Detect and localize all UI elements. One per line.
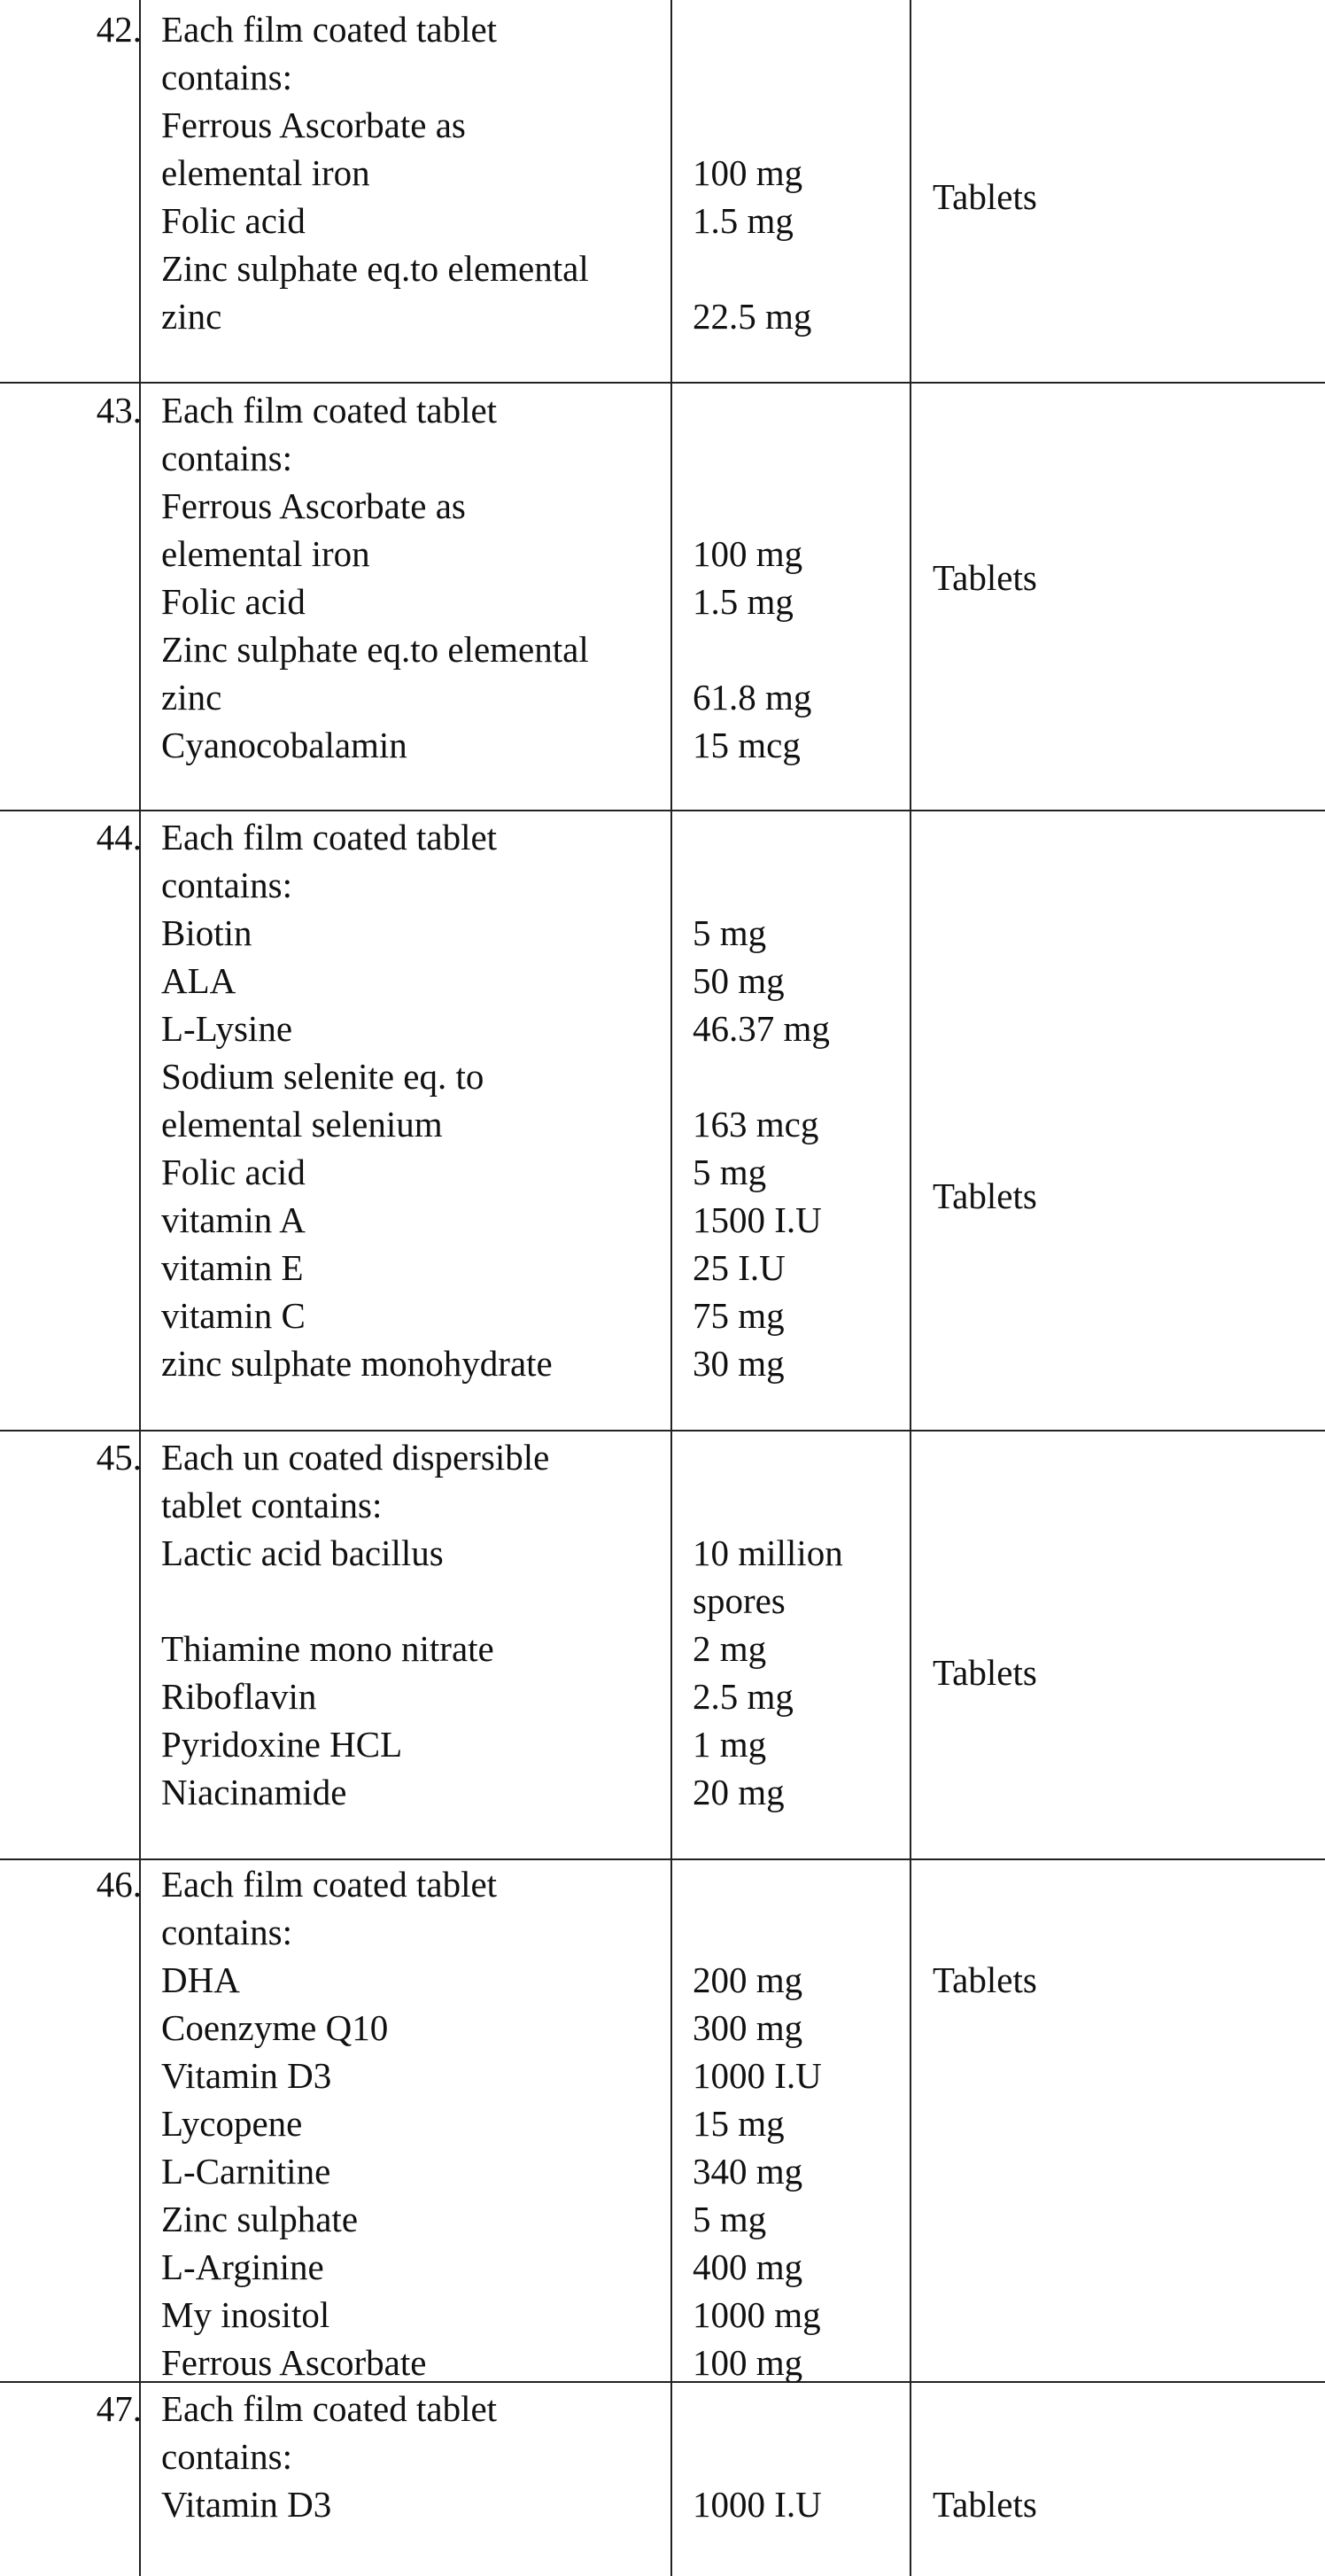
amount-value: 2 mg xyxy=(693,1628,767,1669)
item-number: 44. xyxy=(96,817,142,857)
amount-value: 20 mg xyxy=(693,1772,785,1812)
row-divider xyxy=(0,810,1325,811)
amount-value: 50 mg xyxy=(693,960,785,1001)
ingredient-line: elemental iron xyxy=(161,533,370,574)
ingredient-line: Niacinamide xyxy=(161,1772,347,1812)
amount-value: 61.8 mg xyxy=(693,677,812,718)
ingredient-line: contains: xyxy=(161,2436,293,2477)
amount-value: 163 mcg xyxy=(693,1104,819,1144)
ingredient-line: DHA xyxy=(161,1959,240,2000)
ingredient-line: tablet contains: xyxy=(161,1485,383,1525)
row-divider xyxy=(0,1430,1325,1432)
ingredient-line: Each film coated tablet xyxy=(161,1864,498,1905)
ingredient-line: Ferrous Ascorbate as xyxy=(161,485,466,526)
amount-value: 1000 I.U xyxy=(693,2484,822,2525)
amount-value: 340 mg xyxy=(693,2151,803,2192)
ingredient-line: Folic acid xyxy=(161,1152,306,1192)
ingredient-line: zinc xyxy=(161,677,222,718)
ingredient-line: Folic acid xyxy=(161,581,306,622)
amount-value: 300 mg xyxy=(693,2007,803,2048)
ingredient-line: Folic acid xyxy=(161,200,306,241)
ingredient-line: Ferrous Ascorbate xyxy=(161,2342,427,2383)
ingredient-line: vitamin A xyxy=(161,1199,306,1240)
dosage-form: Tablets xyxy=(933,176,1037,217)
dosage-form: Tablets xyxy=(933,1652,1037,1693)
amount-value: 10 million xyxy=(693,1532,843,1573)
dosage-form: Tablets xyxy=(933,1959,1037,2000)
ingredient-line: Thiamine mono nitrate xyxy=(161,1628,494,1669)
amount-value: 5 mg xyxy=(693,2199,767,2239)
dosage-form: Tablets xyxy=(933,557,1037,598)
amount-value: 400 mg xyxy=(693,2246,803,2287)
ingredient-line: L-Carnitine xyxy=(161,2151,331,2192)
amount-value: 1000 mg xyxy=(693,2294,821,2335)
amount-value: spores xyxy=(693,1580,786,1621)
ingredient-line: contains: xyxy=(161,438,293,478)
amount-value: 46.37 mg xyxy=(693,1008,830,1049)
column-divider xyxy=(670,0,672,2576)
amount-value: 30 mg xyxy=(693,1343,785,1384)
ingredient-line: vitamin C xyxy=(161,1295,306,1336)
item-number: 45. xyxy=(96,1437,142,1478)
amount-value: 100 mg xyxy=(693,533,803,574)
item-number: 43. xyxy=(96,390,142,431)
amount-value: 15 mcg xyxy=(693,725,801,765)
amount-value: 1.5 mg xyxy=(693,581,794,622)
ingredient-line: L-Arginine xyxy=(161,2246,324,2287)
ingredient-line: Lycopene xyxy=(161,2103,303,2144)
ingredient-line: zinc sulphate monohydrate xyxy=(161,1343,553,1384)
column-divider xyxy=(910,0,911,2576)
ingredient-line: Each film coated tablet xyxy=(161,2388,498,2429)
ingredient-line: Zinc sulphate eq.to elemental xyxy=(161,248,589,289)
ingredient-line: Sodium selenite eq. to xyxy=(161,1056,484,1097)
item-number: 46. xyxy=(96,1864,142,1905)
ingredient-line: elemental iron xyxy=(161,152,370,193)
amount-value: 75 mg xyxy=(693,1295,785,1336)
ingredient-line: ALA xyxy=(161,960,236,1001)
item-number: 47. xyxy=(96,2388,142,2429)
amount-value: 1500 I.U xyxy=(693,1199,822,1240)
ingredient-line: Ferrous Ascorbate as xyxy=(161,105,466,145)
amount-value: 1 mg xyxy=(693,1724,767,1765)
ingredient-line: contains: xyxy=(161,57,293,97)
amount-value: 5 mg xyxy=(693,1152,767,1192)
ingredient-line: zinc xyxy=(161,296,222,337)
ingredient-line: Cyanocobalamin xyxy=(161,725,407,765)
ingredient-line: elemental selenium xyxy=(161,1104,443,1144)
ingredient-line: Pyridoxine HCL xyxy=(161,1724,403,1765)
row-divider xyxy=(0,382,1325,384)
ingredient-line: Biotin xyxy=(161,912,252,953)
ingredient-line: Vitamin D3 xyxy=(161,2484,332,2525)
ingredient-line: Each film coated tablet xyxy=(161,390,498,431)
amount-value: 5 mg xyxy=(693,912,767,953)
ingredient-line: Each un coated dispersible xyxy=(161,1437,550,1478)
ingredient-line: vitamin E xyxy=(161,1247,304,1288)
ingredient-line: Lactic acid bacillus xyxy=(161,1532,444,1573)
ingredient-line: Zinc sulphate xyxy=(161,2199,359,2239)
ingredient-line: contains: xyxy=(161,1912,293,1952)
amount-value: 15 mg xyxy=(693,2103,785,2144)
amount-value: 22.5 mg xyxy=(693,296,812,337)
amount-value: 1.5 mg xyxy=(693,200,794,241)
ingredient-line: Each film coated tablet xyxy=(161,817,498,857)
ingredient-line: Zinc sulphate eq.to elemental xyxy=(161,629,589,670)
ingredient-line: Riboflavin xyxy=(161,1676,317,1717)
amount-value: 1000 I.U xyxy=(693,2055,822,2096)
amount-value: 100 mg xyxy=(693,152,803,193)
ingredient-line: contains: xyxy=(161,865,293,905)
item-number: 42. xyxy=(96,9,142,50)
amount-value: 2.5 mg xyxy=(693,1676,794,1717)
ingredient-line: L-Lysine xyxy=(161,1008,293,1049)
dosage-form: Tablets xyxy=(933,2484,1037,2525)
amount-value: 25 I.U xyxy=(693,1247,786,1288)
ingredient-line: Each film coated tablet xyxy=(161,9,498,50)
ingredient-line: Coenzyme Q10 xyxy=(161,2007,389,2048)
amount-value: 200 mg xyxy=(693,1959,803,2000)
ingredient-line: Vitamin D3 xyxy=(161,2055,332,2096)
ingredient-line: My inositol xyxy=(161,2294,330,2335)
amount-value: 100 mg xyxy=(693,2342,803,2383)
dosage-form: Tablets xyxy=(933,1175,1037,1216)
